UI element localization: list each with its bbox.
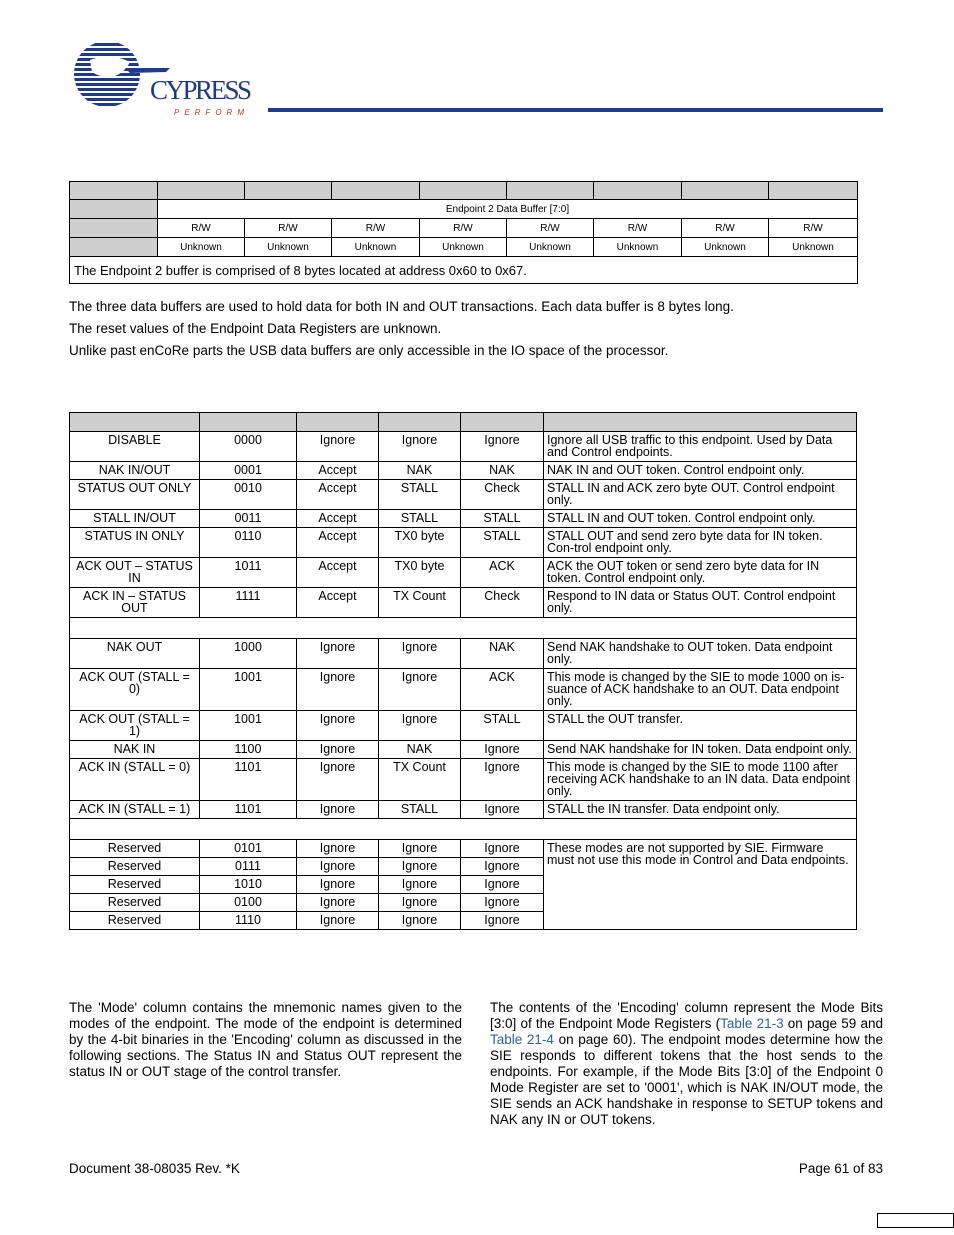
mode-cell-mode: ACK OUT (STALL = 1): [70, 711, 200, 741]
mode-cell-setup: Ignore: [297, 912, 379, 930]
mode-row: [70, 462, 857, 480]
reset-cell: Unknown: [158, 238, 245, 257]
mode-cell-setup: Ignore: [297, 801, 379, 819]
mode-row: [70, 711, 857, 741]
mode-cell-enc: 1101: [200, 801, 297, 819]
register-description: The Endpoint 2 buffer is comprised of 8 bytes located at address 0x60 to 0x67.: [70, 257, 858, 284]
mode-cell-setup: Ignore: [297, 858, 379, 876]
mode-cell-setup: Accept: [297, 558, 379, 588]
mode-cell-mode: STALL IN/OUT: [70, 510, 200, 528]
mode-cell-desc: This mode is changed by the SIE to mode 1100 after receiving ACK handshake to an IN data. Data endpoint only.: [544, 759, 857, 801]
mode-cell-enc: 1101: [200, 759, 297, 801]
mode-cell-mode: Reserved: [70, 840, 200, 858]
mode-cell-setup: Accept: [297, 588, 379, 618]
left-column-text: The 'Mode' column contains the mnemonic names given to the modes of the endpoint. The mode of the endpoint is determined by the 4-bit binaries in the 'Encoding' column as discussed in the following sections. The Status IN and Status OUT represent the status IN or OUT stage of the control transfer.: [69, 1000, 462, 1079]
access-cell: R/W: [245, 219, 332, 238]
endpoint-mode-table: [69, 412, 857, 930]
mode-row: [70, 432, 857, 462]
mode-row: [70, 759, 857, 801]
mode-cell-enc: 0011: [200, 510, 297, 528]
reset-cell: Unknown: [420, 238, 507, 257]
access-cell: R/W: [594, 219, 682, 238]
mode-cell-setup: Accept: [297, 462, 379, 480]
mode-cell-desc: STALL the OUT transfer.: [544, 711, 857, 741]
mode-cell-desc: STALL OUT and send zero byte data for IN token. Con-trol endpoint only.: [544, 528, 857, 558]
right-text-2: on page 59 and: [783, 1016, 883, 1031]
mode-cell-out: ACK: [461, 558, 544, 588]
mode-cell-mode: ACK IN (STALL = 0): [70, 759, 200, 801]
mode-cell-enc: 0100: [200, 894, 297, 912]
access-cell: R/W: [769, 219, 858, 238]
mode-cell-in: NAK: [379, 462, 461, 480]
mode-cell-out: Ignore: [461, 876, 544, 894]
mode-cell-in: Ignore: [379, 912, 461, 930]
mode-cell-setup: Ignore: [297, 840, 379, 858]
mode-cell-out: Ignore: [461, 801, 544, 819]
mode-cell-desc: ACK the OUT token or send zero byte data for IN token. Control endpoint only.: [544, 558, 857, 588]
paragraph-3: Unlike past enCoRe parts the USB data buffers are only accessible in the IO space of the processor.: [69, 343, 669, 358]
mode-cell-in: STALL: [379, 801, 461, 819]
mode-cell-out: ACK: [461, 669, 544, 711]
mode-cell-in: TX0 byte: [379, 558, 461, 588]
mode-cell-in: TX0 byte: [379, 528, 461, 558]
reset-cell: Unknown: [594, 238, 682, 257]
mode-cell-out: Ignore: [461, 840, 544, 858]
mode-cell-out: STALL: [461, 711, 544, 741]
mode-cell-desc: Respond to IN data or Status OUT. Control endpoint only.: [544, 588, 857, 618]
page-number: Page 61 of 83: [798, 1161, 883, 1176]
mode-cell-setup: Ignore: [297, 741, 379, 759]
mode-cell-mode: STATUS OUT ONLY: [70, 480, 200, 510]
right-column-text: [490, 1000, 883, 1128]
mode-row: [70, 480, 857, 510]
mode-cell-in: NAK: [379, 741, 461, 759]
reserved-description: These modes are not supported by SIE. Firmware must not use this mode in Control and Data endpoints.: [544, 840, 857, 930]
mode-cell-in: STALL: [379, 510, 461, 528]
mode-cell-in: Ignore: [379, 711, 461, 741]
mode-cell-mode: Reserved: [70, 858, 200, 876]
mode-row: [70, 588, 857, 618]
mode-cell-out: Ignore: [461, 858, 544, 876]
mode-cell-mode: NAK OUT: [70, 639, 200, 669]
mode-cell-mode: ACK OUT (STALL = 0): [70, 669, 200, 711]
register-reset-row: [70, 238, 858, 257]
mode-cell-setup: Ignore: [297, 639, 379, 669]
mode-cell-enc: 1011: [200, 558, 297, 588]
mode-cell-setup: Ignore: [297, 876, 379, 894]
mode-cell-in: STALL: [379, 480, 461, 510]
reset-cell: Unknown: [682, 238, 769, 257]
mode-cell-enc: 1001: [200, 711, 297, 741]
mode-cell-setup: Ignore: [297, 711, 379, 741]
mode-cell-mode: Reserved: [70, 876, 200, 894]
mode-cell-out: NAK: [461, 639, 544, 669]
mode-cell-out: Ignore: [461, 894, 544, 912]
right-text-1: The contents of the 'Encoding' column represent the Mode Bits [3:0] of the Endpoint Mode Registers (: [490, 1000, 883, 1031]
mode-cell-enc: 1010: [200, 876, 297, 894]
mode-cell-mode: ACK OUT – STATUS IN: [70, 558, 200, 588]
mode-cell-out: Ignore: [461, 741, 544, 759]
document-number: Document 38-08035 Rev. *K: [69, 1161, 240, 1176]
mode-cell-mode: Reserved: [70, 894, 200, 912]
mode-cell-out: Check: [461, 480, 544, 510]
paragraph-2: The reset values of the Endpoint Data Registers are unknown.: [69, 321, 442, 336]
mode-cell-in: Ignore: [379, 840, 461, 858]
mode-row: [70, 741, 857, 759]
mode-cell-setup: Accept: [297, 510, 379, 528]
logo-text: CYPRESS: [150, 75, 252, 105]
mode-row: [70, 840, 857, 858]
table-21-3-link[interactable]: Table 21-3: [720, 1016, 784, 1031]
right-text-3: on page 60). The endpoint modes determine how the SIE responds to different tokens that the host sends to the endpoints. For example, if the Mode Bits [3:0] of the Endpoint 0 Mode Register are set to '0001', which is NAK IN/OUT mode, the SIE sends an ACK handshake in response to SETUP tokens and NAK any IN or OUT tokens.: [490, 1032, 884, 1127]
mode-row: [70, 528, 857, 558]
mode-cell-enc: 0110: [200, 528, 297, 558]
mode-cell-enc: 0000: [200, 432, 297, 462]
mode-cell-enc: 1100: [200, 741, 297, 759]
mode-cell-out: Check: [461, 588, 544, 618]
mode-cell-setup: Ignore: [297, 894, 379, 912]
mode-cell-mode: ACK IN (STALL = 1): [70, 801, 200, 819]
mode-cell-out: Ignore: [461, 759, 544, 801]
mode-row: [70, 510, 857, 528]
mode-cell-mode: DISABLE: [70, 432, 200, 462]
mode-cell-mode: NAK IN/OUT: [70, 462, 200, 480]
cypress-logo: [70, 42, 260, 120]
cypress-globe-icon: [70, 42, 260, 120]
mode-cell-enc: 0010: [200, 480, 297, 510]
mode-cell-enc: 0111: [200, 858, 297, 876]
access-cell: R/W: [682, 219, 769, 238]
mode-cell-desc: NAK IN and OUT token. Control endpoint only.: [544, 462, 857, 480]
access-cell: R/W: [420, 219, 507, 238]
mode-cell-setup: Ignore: [297, 759, 379, 801]
mode-cell-desc: Send NAK handshake for IN token. Data endpoint only.: [544, 741, 857, 759]
mode-cell-in: TX Count: [379, 588, 461, 618]
mode-cell-mode: ACK IN – STATUS OUT: [70, 588, 200, 618]
mode-cell-in: TX Count: [379, 759, 461, 801]
mode-cell-enc: 1000: [200, 639, 297, 669]
mode-cell-enc: 0101: [200, 840, 297, 858]
mode-cell-enc: 1111: [200, 588, 297, 618]
mode-cell-in: Ignore: [379, 669, 461, 711]
mode-cell-out: NAK: [461, 462, 544, 480]
mode-section-row: [70, 819, 857, 840]
paragraph-1: The three data buffers are used to hold data for both IN and OUT transactions. Each data buffer is 8 bytes long.: [69, 299, 734, 314]
mode-cell-mode: NAK IN: [70, 741, 200, 759]
mode-cell-setup: Ignore: [297, 669, 379, 711]
register-field-row: [70, 200, 858, 219]
header-rule: [268, 108, 883, 112]
mode-cell-enc: 1001: [200, 669, 297, 711]
mode-cell-enc: 1110: [200, 912, 297, 930]
mode-cell-in: Ignore: [379, 858, 461, 876]
mode-cell-setup: Accept: [297, 480, 379, 510]
reset-cell: Unknown: [507, 238, 594, 257]
mode-row: [70, 801, 857, 819]
mode-cell-in: Ignore: [379, 894, 461, 912]
mode-row: [70, 669, 857, 711]
mode-table-header: [70, 413, 857, 432]
mode-cell-mode: STATUS IN ONLY: [70, 528, 200, 558]
mode-cell-out: STALL: [461, 510, 544, 528]
access-cell: R/W: [158, 219, 245, 238]
table-21-4-link[interactable]: Table 21-4: [490, 1032, 554, 1047]
mode-cell-setup: Ignore: [297, 432, 379, 462]
access-cell: R/W: [507, 219, 594, 238]
register-access-row: [70, 219, 858, 238]
register-description-row: [70, 257, 858, 284]
field-label: Endpoint 2 Data Buffer [7:0]: [158, 200, 858, 219]
mode-row: [70, 558, 857, 588]
mode-cell-in: Ignore: [379, 639, 461, 669]
reset-cell: Unknown: [332, 238, 420, 257]
mode-cell-out: Ignore: [461, 432, 544, 462]
mode-cell-setup: Accept: [297, 528, 379, 558]
mode-cell-desc: Send NAK handshake to OUT token. Data endpoint only.: [544, 639, 857, 669]
mode-cell-in: Ignore: [379, 432, 461, 462]
mode-cell-desc: STALL IN and ACK zero byte OUT. Control endpoint only.: [544, 480, 857, 510]
mode-cell-out: Ignore: [461, 912, 544, 930]
mode-cell-out: STALL: [461, 528, 544, 558]
mode-cell-mode: Reserved: [70, 912, 200, 930]
mode-cell-enc: 0001: [200, 462, 297, 480]
page-box: [877, 1213, 954, 1228]
endpoint2-register-table: [69, 181, 858, 284]
register-header-row: [70, 182, 858, 200]
mode-row: [70, 639, 857, 669]
logo-tagline: PERFORM: [174, 108, 249, 117]
mode-cell-desc: STALL the IN transfer. Data endpoint only.: [544, 801, 857, 819]
access-cell: R/W: [332, 219, 420, 238]
mode-cell-desc: STALL IN and OUT token. Control endpoint only.: [544, 510, 857, 528]
reset-cell: Unknown: [245, 238, 332, 257]
mode-cell-in: Ignore: [379, 876, 461, 894]
mode-cell-desc: This mode is changed by the SIE to mode 1000 on is-suance of ACK handshake to an OUT. Data endpoint only.: [544, 669, 857, 711]
reset-cell: Unknown: [769, 238, 858, 257]
mode-section-row: [70, 618, 857, 639]
mode-cell-desc: Ignore all USB traffic to this endpoint. Used by Data and Control endpoints.: [544, 432, 857, 462]
